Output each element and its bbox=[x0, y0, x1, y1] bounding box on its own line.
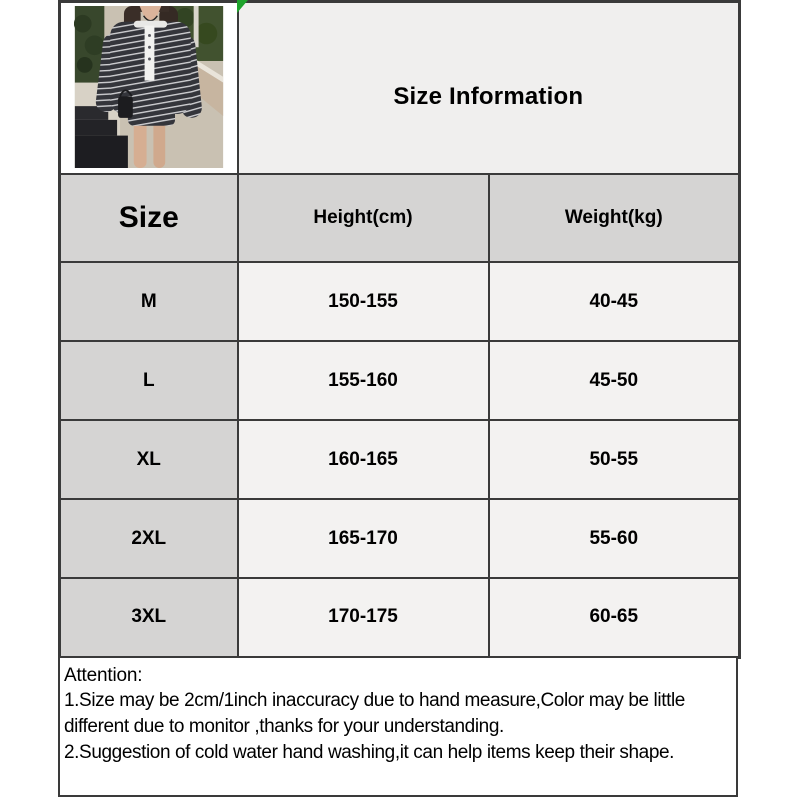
attention-line-2: different due to monitor ,thanks for your understanding. bbox=[64, 715, 504, 737]
header-banner-row bbox=[60, 2, 740, 175]
table-row bbox=[60, 341, 740, 420]
weight-value-l: 45-50 bbox=[489, 341, 740, 420]
weight-value-2xl: 55-60 bbox=[489, 499, 740, 578]
weight-value-xl: 50-55 bbox=[489, 420, 740, 499]
attention-heading: Attention: bbox=[64, 664, 143, 686]
height-value-3xl: 170-175 bbox=[238, 578, 489, 657]
product-photo bbox=[74, 6, 224, 168]
weight-value-3xl: 60-65 bbox=[489, 578, 740, 657]
attention-note-box bbox=[58, 656, 738, 797]
product-photo-cell bbox=[60, 2, 238, 175]
column-header-height: Height(cm) bbox=[238, 174, 489, 262]
height-value-2xl: 165-170 bbox=[238, 499, 489, 578]
photo-placket bbox=[144, 25, 154, 80]
page-title: Size Information bbox=[393, 83, 584, 110]
height-value-m: 150-155 bbox=[238, 262, 489, 341]
column-header-weight: Weight(kg) bbox=[489, 174, 740, 262]
table-row bbox=[60, 420, 740, 499]
size-label-m: M bbox=[60, 262, 238, 341]
table-row bbox=[60, 578, 740, 657]
size-label-xl: XL bbox=[60, 420, 238, 499]
size-chart-sheet bbox=[58, 0, 738, 797]
attention-line-1: 1.Size may be 2cm/1inch inaccuracy due to hand measure,Color may be little bbox=[64, 689, 685, 711]
weight-value-m: 40-45 bbox=[489, 262, 740, 341]
size-label-3xl: 3XL bbox=[60, 578, 238, 657]
height-value-xl: 160-165 bbox=[238, 420, 489, 499]
attention-line-3: 2.Suggestion of cold water hand washing,it can help items keep their shape. bbox=[64, 741, 675, 763]
column-header-size: Size bbox=[60, 174, 238, 262]
table-header-row bbox=[60, 174, 740, 262]
size-label-2xl: 2XL bbox=[60, 499, 238, 578]
size-label-l: L bbox=[60, 341, 238, 420]
size-information-title-cell bbox=[238, 2, 740, 175]
height-value-l: 155-160 bbox=[238, 341, 489, 420]
size-table bbox=[58, 0, 741, 659]
table-row bbox=[60, 262, 740, 341]
table-row bbox=[60, 499, 740, 578]
